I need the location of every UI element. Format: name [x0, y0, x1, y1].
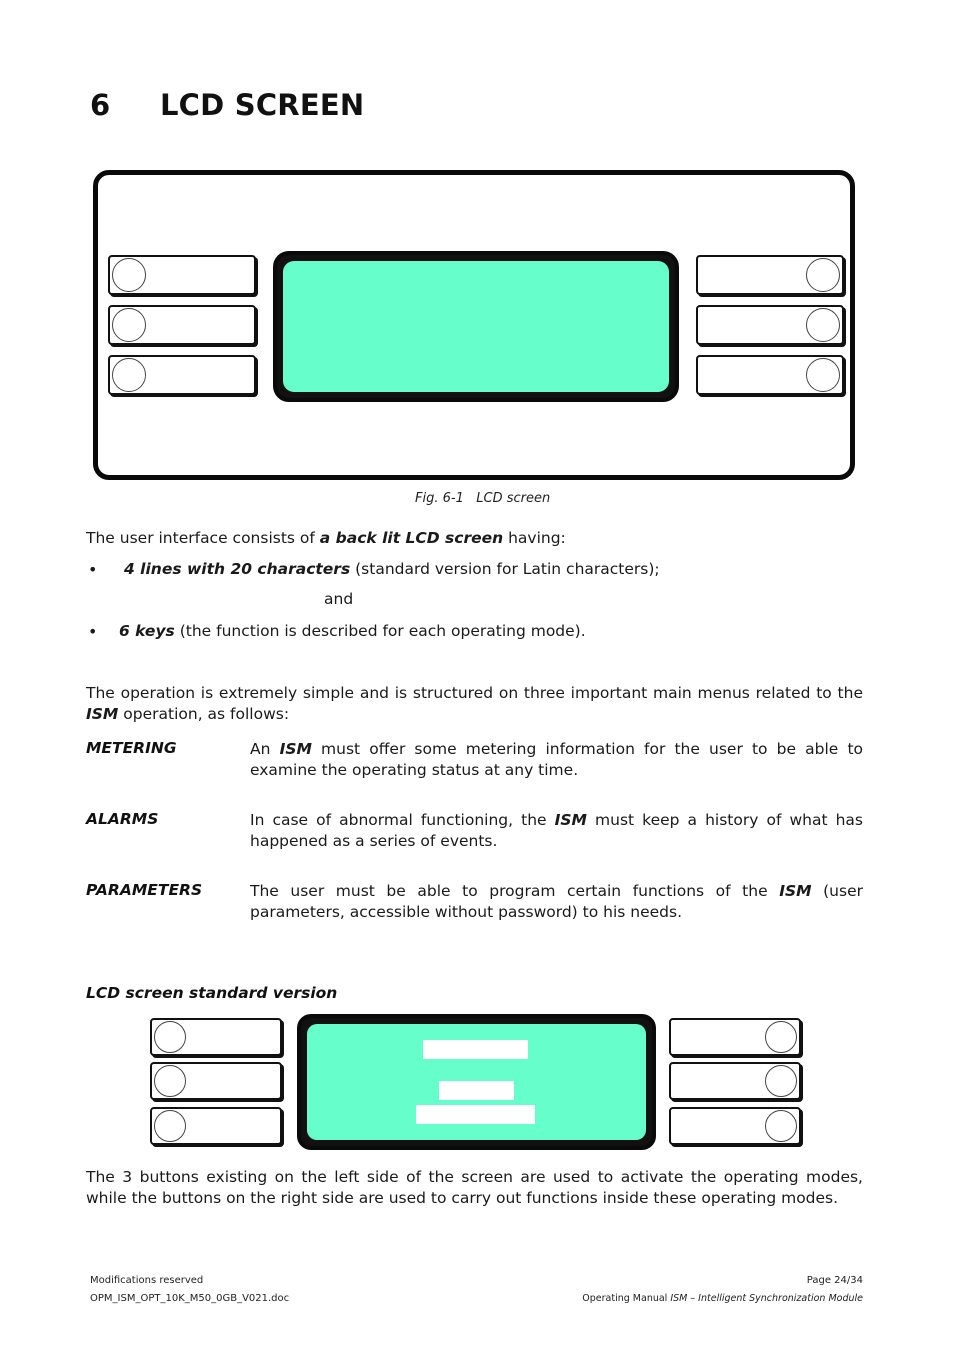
key-circle-icon: [154, 1021, 186, 1053]
menu-label-alarms: ALARMS: [86, 810, 159, 828]
right-key-1: [696, 255, 844, 295]
footer-manual-dash: –: [687, 1293, 699, 1304]
section-title: LCD SCREEN: [160, 88, 365, 122]
menu-desc-ism: ISM: [554, 811, 587, 829]
operation-post: operation, as follows:: [118, 705, 290, 723]
right-key-3: [669, 1107, 801, 1145]
key-circle-icon: [154, 1065, 186, 1097]
lcd-backlight: [283, 261, 669, 392]
key-circle-icon: [154, 1110, 186, 1142]
standard-version-title: LCD screen standard version: [86, 984, 338, 1002]
lcd-line-1: [423, 1040, 528, 1059]
buttons-paragraph: The 3 buttons existing on the left side of the screen are used to activate the operating modes, while the buttons on the right side are used to carry out functions inside these operating modes.: [86, 1168, 863, 1207]
left-key-3: [150, 1107, 282, 1145]
intro-pre: The user interface consists of: [86, 529, 320, 547]
menu-desc-metering: [250, 739, 863, 781]
intro-post: having:: [503, 529, 566, 547]
right-key-2: [696, 305, 844, 345]
footer-manual-pre: Operating Manual: [582, 1293, 671, 1304]
bullet-item-2: [119, 621, 586, 642]
key-circle-icon: [765, 1065, 797, 1097]
footer-page-number: Page 24/34: [806, 1275, 863, 1286]
operation-ism: ISM: [86, 705, 119, 723]
lcd-display: [273, 251, 679, 402]
key-circle-icon: [806, 308, 840, 342]
bullet-dot: •: [88, 622, 98, 641]
right-key-1: [669, 1018, 801, 1056]
left-key-1: [108, 255, 256, 295]
lcd-backlight: [307, 1024, 646, 1140]
key-circle-icon: [806, 358, 840, 392]
bullet-1-text: (standard version for Latin characters);: [350, 560, 660, 578]
left-key-1: [150, 1018, 282, 1056]
right-key-2: [669, 1062, 801, 1100]
menu-desc-post: must keep a history of what has happened as a series of events.: [250, 811, 864, 850]
menu-desc-post: must offer some metering information for the user to be able to examine the operating status at any time.: [250, 740, 864, 779]
footer-manual-italic: Intelligent Synchronization Module: [698, 1293, 863, 1304]
key-circle-icon: [765, 1021, 797, 1053]
right-key-3: [696, 355, 844, 395]
figure-caption: [415, 491, 550, 506]
left-key-2: [108, 305, 256, 345]
menu-desc-ism: ISM: [779, 882, 812, 900]
key-circle-icon: [765, 1110, 797, 1142]
key-circle-icon: [112, 258, 146, 292]
lcd-display-standard: [297, 1014, 656, 1150]
menu-label-metering: METERING: [86, 739, 177, 757]
left-key-2: [150, 1062, 282, 1100]
bullet-dot: •: [88, 560, 98, 579]
menu-desc-alarms: [250, 810, 863, 852]
intro-bold: a back lit LCD screen: [319, 529, 504, 547]
section-number: 6: [90, 88, 111, 122]
footer-manual-title: [582, 1293, 863, 1304]
bullet-2-text: (the function is described for each operating mode).: [174, 622, 586, 640]
menu-desc-parameters: [250, 881, 863, 923]
menu-desc-post: (user parameters, accessible without password) to his needs.: [250, 882, 863, 921]
lcd-line-3: [439, 1081, 514, 1100]
operation-pre: The operation is extremely simple and is structured on three important main menus related to the: [86, 684, 863, 702]
footer-filename: OPM_ISM_OPT_10K_M50_0GB_V021.doc: [90, 1293, 290, 1304]
footer-manual-ism: ISM: [670, 1293, 688, 1304]
menu-label-parameters: PARAMETERS: [86, 881, 203, 899]
menu-desc-pre: The user must be able to program certain functions of the: [250, 882, 780, 900]
menu-desc-pre: In case of abnormal functioning, the: [250, 811, 555, 829]
and-text: and: [324, 590, 354, 608]
bullet-item-1: [124, 559, 660, 580]
menu-desc-ism: ISM: [279, 740, 312, 758]
menu-desc-pre: An: [250, 740, 280, 758]
caption-text: LCD screen: [476, 491, 551, 506]
caption-number: Fig. 6-1: [415, 491, 464, 506]
section-heading: [90, 88, 364, 122]
bullet-1-bold: 4 lines with 20 characters: [124, 560, 351, 578]
intro-paragraph: [86, 528, 566, 549]
left-key-3: [108, 355, 256, 395]
bullet-2-bold: 6 keys: [119, 622, 175, 640]
key-circle-icon: [112, 358, 146, 392]
operation-paragraph: [86, 683, 863, 725]
lcd-line-4: [416, 1105, 535, 1124]
key-circle-icon: [806, 258, 840, 292]
footer-modifications: Modifications reserved: [90, 1275, 204, 1286]
key-circle-icon: [112, 308, 146, 342]
